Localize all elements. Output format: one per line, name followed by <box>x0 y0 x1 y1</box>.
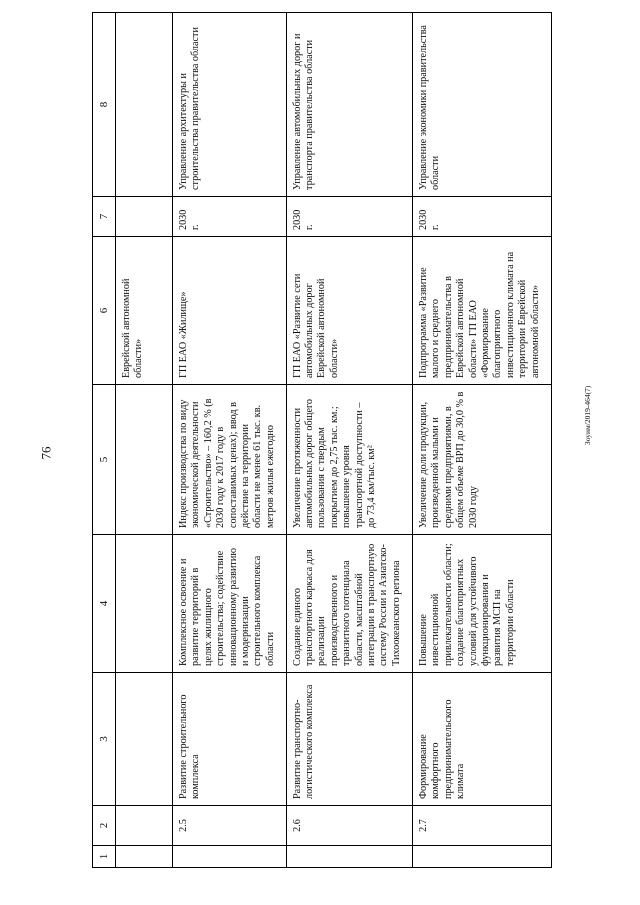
page-number: 76 <box>38 446 54 460</box>
document-code: Зоуим/2019-464(7) <box>583 385 592 445</box>
direction-cell: Формирование комфортного предпринимательского климата <box>412 673 551 806</box>
strategy-table <box>92 12 552 868</box>
direction-cell: Развитие транспортно-логистического комплекса <box>286 673 412 806</box>
row-number: 2.7 <box>412 806 551 846</box>
responsible-cell: Управление автомобильных дорог и транспорта правительства области <box>286 13 412 197</box>
continuation-row <box>116 13 173 868</box>
continuation-program-cell: Еврейской автономной области» <box>116 237 173 385</box>
table-row <box>412 13 551 868</box>
header-cell: 5 <box>93 385 116 535</box>
indicator-cell: Индекс производства по виду экономической деятельности «Строительство» – 160,2 % (в 2030 году к 2017 году в сопоставимых ценах); ввод в действие на территории области не менее 61 тыс. кв. метров жилья ежегодно <box>173 385 287 535</box>
program-cell: Подпрограмма «Развитие малого и среднего предпринимательства в Еврейской автономной области» ГП ЕАО «Формирование благоприятного инвестиционного климата на территории Еврейской автономной области» <box>412 237 551 385</box>
responsible-cell: Управление архитектуры и строительства правительства области <box>173 13 287 197</box>
direction-cell: Развитие строительного комплекса <box>173 673 287 806</box>
row-number: 2.6 <box>286 806 412 846</box>
table-row <box>286 13 412 868</box>
year-cell: 2030 г. <box>173 197 287 237</box>
header-row <box>93 13 116 868</box>
table-row <box>173 13 287 868</box>
responsible-cell: Управление экономики правительства области <box>412 13 551 197</box>
year-cell: 2030 г. <box>412 197 551 237</box>
header-cell: 3 <box>93 673 116 806</box>
year-cell: 2030 г. <box>286 197 412 237</box>
indicator-cell: Увеличение доли продукции, произведенной малыми и средними предприятиями, в общем объеме ВРП до 30,0 % в 2030 году <box>412 385 551 535</box>
task-cell: Комплексное освоение и развитие территорий в целях жилищного строительства; содействие инновационному развитию и модернизации строительного комплекса области <box>173 535 287 673</box>
task-cell: Повышение инвестиционной привлекательности области; создание благоприятных условий для устойчивого функционирования и развития МСП на территории области <box>412 535 551 673</box>
header-cell: 4 <box>93 535 116 673</box>
header-cell: 8 <box>93 13 116 197</box>
header-cell: 1 <box>93 846 116 868</box>
indicator-cell: Увеличение протяженности автомобильных дорог общего пользования с твердым покрытием до 2,75 тыс. км.; повышение уровня транспортной доступности – до 73,4 км/тыс. км² <box>286 385 412 535</box>
program-cell: ГП ЕАО «Жилище» <box>173 237 287 385</box>
header-cell: 7 <box>93 197 116 237</box>
rotated-table-wrapper <box>92 13 552 868</box>
row-number: 2.5 <box>173 806 287 846</box>
program-cell: ГП ЕАО «Развитие сети автомобильных дорог Еврейской автономной области» <box>286 237 412 385</box>
header-cell: 2 <box>93 806 116 846</box>
header-cell: 6 <box>93 237 116 385</box>
task-cell: Создание единого транспортного каркаса для реализации производственного и транзитного потенциала области, масштабной интеграции в транспортную систему России и Азиатско-Тихоокеанского региона <box>286 535 412 673</box>
